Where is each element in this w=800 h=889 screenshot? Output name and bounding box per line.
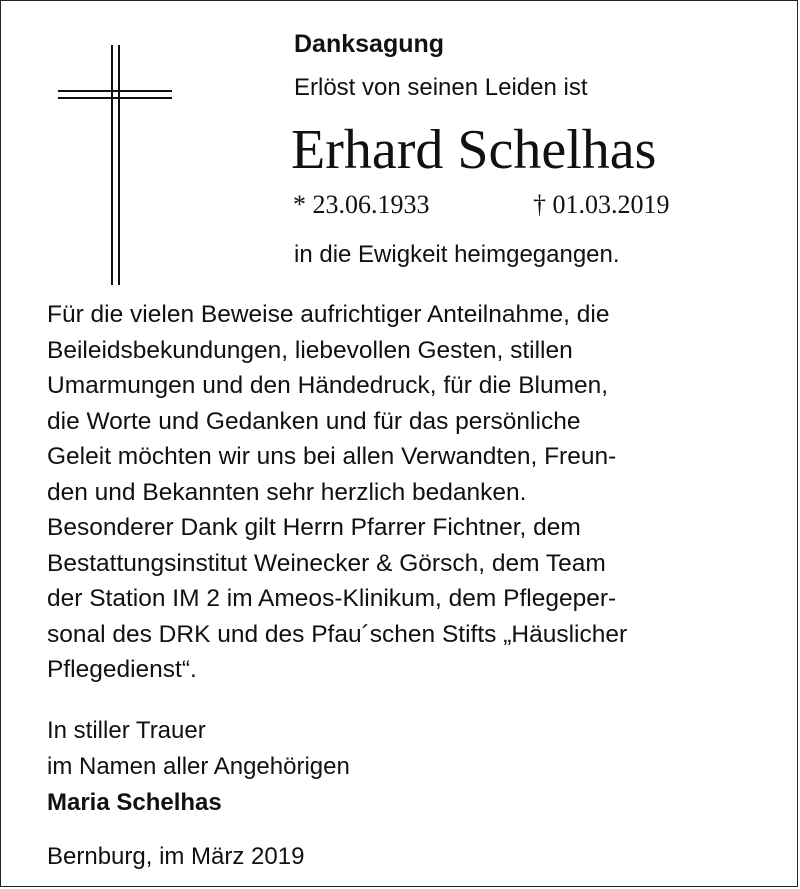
closing-line: In stiller Trauer (47, 717, 206, 744)
body-line: Pflegedienst“. (47, 656, 197, 683)
thanks-body (47, 297, 787, 688)
notice-heading: Danksagung (294, 30, 445, 58)
body-line: Bestattungsinstitut Weinecker & Görsch, dem Team (47, 549, 606, 577)
body-line: Beileidsbekundungen, liebevollen Gesten, stillen (47, 336, 573, 364)
cross-vertical-line (111, 45, 113, 285)
body-line: Umarmungen und den Händedruck, für die Blumen, (47, 372, 609, 399)
cross-horizontal-line (58, 97, 172, 99)
cross-vertical-line (118, 45, 120, 285)
notice-subheading: Erlöst von seinen Leiden ist (294, 74, 588, 101)
death-date: † 01.03.2019 (533, 190, 670, 219)
body-line: Für die vielen Beweise aufrichtiger Anteilnahme, die (47, 301, 610, 328)
closing-line: im Namen aller Angehörigen (47, 753, 350, 780)
body-line: den und Bekannten sehr herzlich bedanken. (47, 478, 527, 506)
place-date: Bernburg, im März 2019 (47, 843, 305, 870)
body-line: die Worte und Gedanken und für das persönliche (47, 407, 581, 435)
eternity-line: in die Ewigkeit heimgegangen. (294, 241, 620, 268)
closing-block (47, 713, 350, 821)
birth-date: * 23.06.1933 (293, 190, 430, 219)
cross-horizontal-line (58, 90, 172, 92)
body-line: sonal des DRK und des Pfau´schen Stifts „Häuslicher (47, 620, 628, 648)
body-line: der Station IM 2 im Ameos-Klinikum, dem Pflegeper- (47, 585, 617, 612)
body-line: Besonderer Dank gilt Herrn Pfarrer Fichtner, dem (47, 514, 581, 541)
signer-name: Maria Schelhas (47, 789, 222, 816)
body-line: Geleit möchten wir uns bei allen Verwandten, Freun- (47, 443, 617, 470)
deceased-name: Erhard Schelhas (291, 119, 657, 181)
